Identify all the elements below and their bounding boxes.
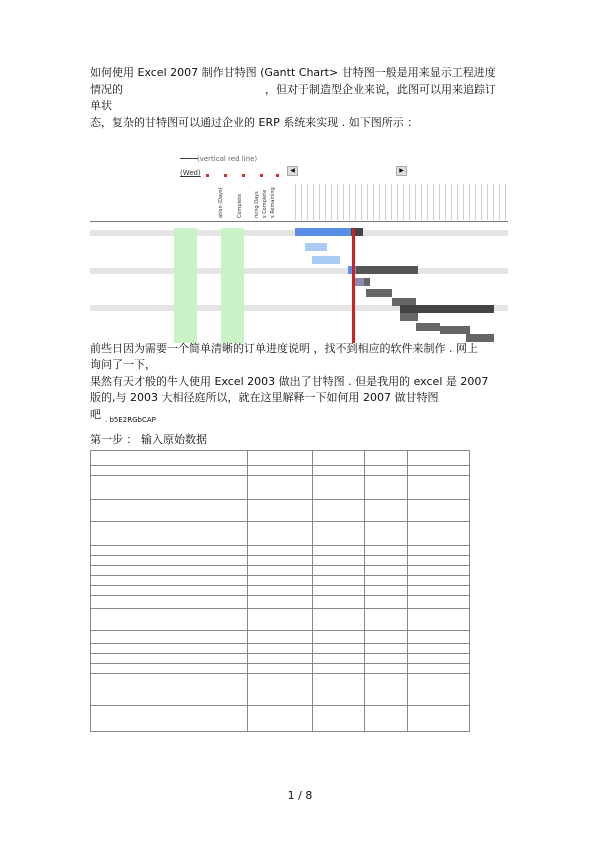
gantt-col-header: s Complete	[262, 189, 268, 218]
gantt-col-header: s Remaining	[270, 187, 276, 218]
body-paragraph-2: 询问了一下，	[90, 358, 156, 371]
table-row	[91, 476, 470, 500]
table-row	[91, 546, 470, 556]
gantt-col-header: ation (Days)	[218, 187, 224, 218]
gantt-bar	[416, 323, 440, 331]
gantt-legend-label: (Wed)	[180, 169, 201, 177]
intro-line-1: 如何使用 Excel 2007 制作甘特图 (Gantt Chart> 甘特图一般是用来显示工程进度	[90, 66, 496, 79]
table-row	[91, 674, 470, 706]
gantt-bar	[305, 243, 327, 251]
gantt-bar	[312, 256, 340, 264]
table-row	[91, 566, 470, 576]
table-row	[91, 596, 470, 609]
table-row	[91, 631, 470, 644]
data-table	[90, 450, 470, 732]
gantt-row-stripe	[90, 268, 508, 274]
table-row	[91, 706, 470, 732]
gantt-bar	[466, 334, 494, 342]
gantt-date-header	[290, 184, 508, 220]
table-row	[91, 586, 470, 596]
gantt-green-column	[221, 228, 244, 343]
table-row	[91, 466, 470, 476]
table-row	[91, 654, 470, 664]
gantt-today-line	[352, 228, 355, 343]
body-paragraph-1: 前些日因为需要一个简单清晰的订单进度说明 ，找不到相应的软件来制作 . 网上	[90, 342, 478, 355]
body-paragraph-3: 果然有天才般的牛人使用 Excel 2003 做出了甘特图 . 但是我用的 excel 是 2007	[90, 375, 489, 388]
table-row	[91, 664, 470, 674]
gantt-col-header: rking Days	[254, 191, 260, 218]
intro-line-3: 单状	[90, 99, 112, 112]
gantt-green-column	[174, 228, 197, 343]
page-number: 1 / 8	[287, 789, 313, 802]
gantt-header-divider	[90, 221, 508, 222]
table-row	[91, 556, 470, 566]
intro-line-2b: ，但对于制造型企业来说，此图可以用来追踪订	[265, 83, 496, 96]
table-row	[91, 609, 470, 631]
gantt-legend-line-label: (vertical red line)	[197, 155, 258, 163]
table-row	[91, 522, 470, 546]
gantt-legend-underline	[180, 158, 198, 159]
gantt-bar	[440, 326, 470, 334]
gantt-col-header: Complete	[237, 193, 243, 218]
gantt-bar	[295, 228, 351, 236]
step-1-heading: 第一步 ： 输入原始数据	[90, 433, 207, 446]
intro-line-2a: 情况的	[90, 83, 123, 96]
gantt-chart-image	[90, 148, 508, 343]
body-paragraph-4: 版的,与 2003 大相径庭所以，就在这里解释一下如何用 2007 做甘特图	[90, 391, 439, 404]
body-reference-code: . b5E2RGbCAP	[105, 416, 156, 424]
gantt-bar	[364, 278, 370, 286]
table-row	[91, 500, 470, 522]
gantt-bar	[400, 313, 418, 321]
gantt-bar	[356, 266, 418, 274]
gantt-scroll-right-icon: ▶	[396, 166, 407, 176]
gantt-bar	[400, 305, 494, 313]
table-row	[91, 576, 470, 586]
intro-line-4: 态，复杂的甘特图可以通过企业的 ERP 系统来实现 . 如下图所示 ：	[90, 116, 419, 129]
gantt-bar	[366, 289, 392, 297]
table-row	[91, 451, 470, 466]
body-paragraph-5: 吧	[90, 408, 101, 421]
table-row	[91, 644, 470, 654]
gantt-scroll-left-icon: ◀	[287, 166, 298, 176]
